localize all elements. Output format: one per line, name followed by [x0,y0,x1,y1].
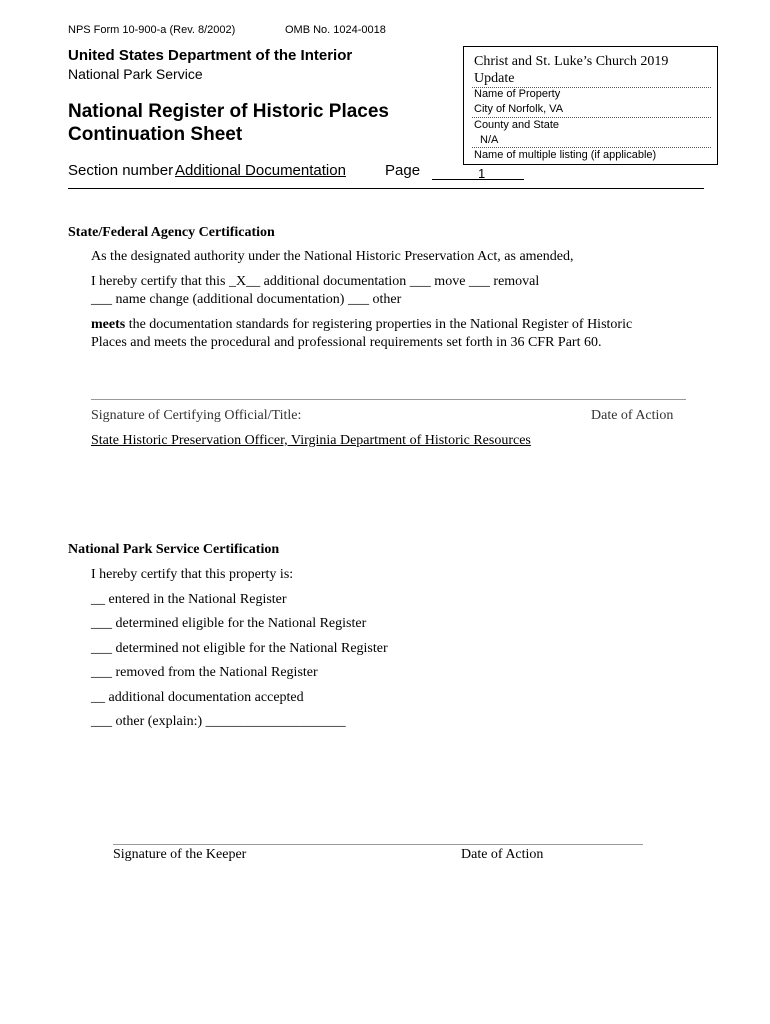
page-label: Page [385,162,421,179]
county-state-label: County and State [474,119,560,131]
page-title-line1: National Register of Historic Places [68,101,389,122]
state-cert-text: As the designated authority under the National Historic Preservation Act, as amended, [91,249,574,264]
nps-option: __ entered in the National Register [91,592,287,607]
signature-line [113,844,643,845]
certifying-signature-label: Signature of Certifying Official/Title: [91,408,302,423]
state-cert-heading: State/Federal Agency Certification [68,225,275,240]
section-number-value: Additional Documentation [175,162,346,179]
state-cert-options: ___ name change (additional documentation) ___ other [91,292,402,307]
nps-option: ___ removed from the National Register [91,665,318,680]
page-title-line2: Continuation Sheet [68,124,243,145]
nps-option: ___ determined not eligible for the National Register [91,641,388,656]
nps-option: __ additional documentation accepted [91,690,304,705]
section-number-label: Section number [68,162,174,179]
nps-cert-heading: National Park Service Certification [68,542,280,557]
page-number: 1 [478,166,486,181]
property-city: City of Norfolk, VA [474,103,564,115]
multiple-listing-label: Name of multiple listing (if applicable) [474,149,657,161]
dotted-divider [472,117,711,118]
state-cert-text-rest: the documentation standards for registering properties in the National Register of Historic [125,317,633,332]
omb-number: OMB No. 1024-0018 [285,24,386,36]
state-cert-options: I hereby certify that this _X__ additional documentation ___ move ___ removal [91,274,540,289]
property-name-label: Name of Property [474,88,561,100]
property-name-value: Christ and St. Luke’s Church 2019 Update [474,54,669,86]
keeper-signature-label: Signature of the Keeper [113,847,247,862]
form-number: NPS Form 10-900-a (Rev. 8/2002) [68,24,236,36]
department-name: United States Department of the Interior [68,47,353,64]
date-of-action-label: Date of Action [591,408,674,423]
state-cert-text [91,317,632,333]
nps-option: ___ determined eligible for the National Register [91,616,367,631]
signature-line [91,399,686,400]
county-state-value: N/A [480,134,499,146]
service-name: National Park Service [68,66,203,82]
header-divider [68,188,704,189]
official-title: State Historic Preservation Officer, Virginia Department of Historic Resources [91,433,531,448]
property-info-box [463,46,718,165]
state-cert-text: Places and meets the procedural and professional requirements set forth in 36 CFR Part 60. [91,335,602,350]
nps-cert-text: I hereby certify that this property is: [91,567,294,582]
dotted-divider [472,147,711,148]
meets-keyword: meets [91,317,126,332]
date-of-action-label: Date of Action [461,847,544,862]
nps-option: ___ other (explain:) ____________________ [91,714,346,729]
